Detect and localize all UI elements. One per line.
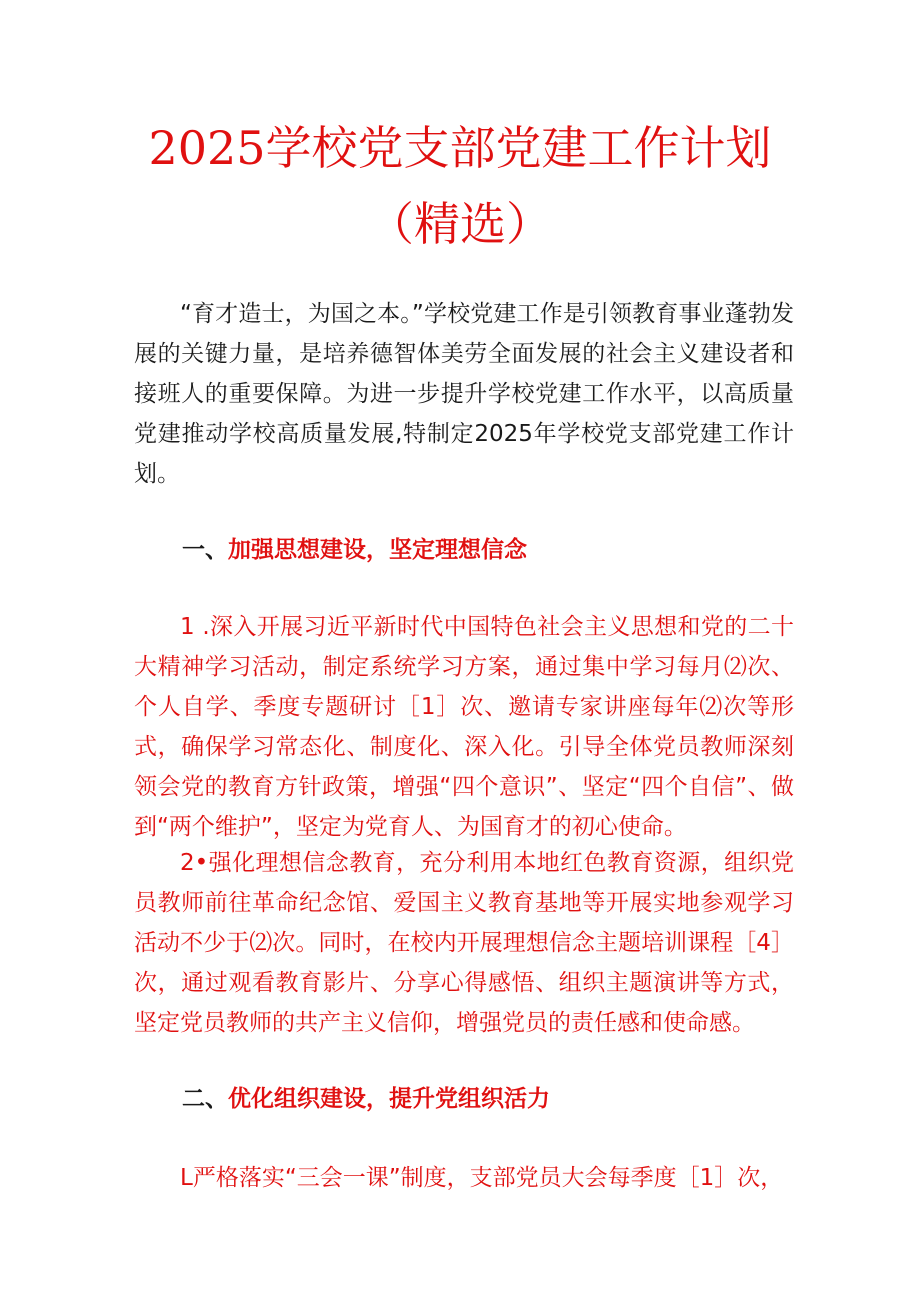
section-2-title: 优化组织建设，提升党组织活力	[228, 1086, 550, 1112]
section-1-title: 加强思想建设，坚定理想信念	[228, 537, 527, 563]
intro-paragraph: “育才造士，为国之本。”学校党建工作是引领教育事业蓬勃发展的关键力量，是培养德智体美劳全面发展的社会主义建设者和接班人的重要保障。为进一步提升学校党建工作水平，以高质量党建推动学校高质量发展,特制定2025年学校党支部党建工作计划。	[134, 301, 794, 487]
section-1-heading	[182, 530, 527, 570]
section-2-item-1: L严格落实“三会一课”制度，支部党员大会每季度［1］次，	[180, 1165, 784, 1191]
document-subtitle: （精选）	[368, 197, 552, 251]
section-1-item-2: 2•强化理想信念教育，充分利用本地红色教育资源，组织党员教师前往革命纪念馆、爱国主义教育基地等开展实地参观学习活动不少于⑵次。同时，在校内开展理想信念主题培训课程［4］次，通过观看教育影片、分享心得感悟、组织主题演讲等方式，坚定党员教师的共产主义信仰，增强党员的责任感和使命感。	[134, 850, 794, 1036]
section-2-heading	[182, 1079, 550, 1119]
document-title: 2025学校党支部党建工作计划	[148, 121, 772, 175]
section-1-number: 一、	[182, 537, 228, 563]
section-2-number: 二、	[182, 1086, 228, 1112]
section-1-item-1: 1 .深入开展习近平新时代中国特色社会主义思想和党的二十大精神学习活动，制定系统学习方案，通过集中学习每月⑵次、个人自学、季度专题研讨［1］次、邀请专家讲座每年⑵次等形式，确保学习常态化、制度化、深入化。引导全体党员教师深刻领会党的教育方针政策，增强“四个意识”、坚定“四个自信”、做到“两个维护”，坚定为党育人、为国育才的初心使命。	[134, 614, 794, 840]
